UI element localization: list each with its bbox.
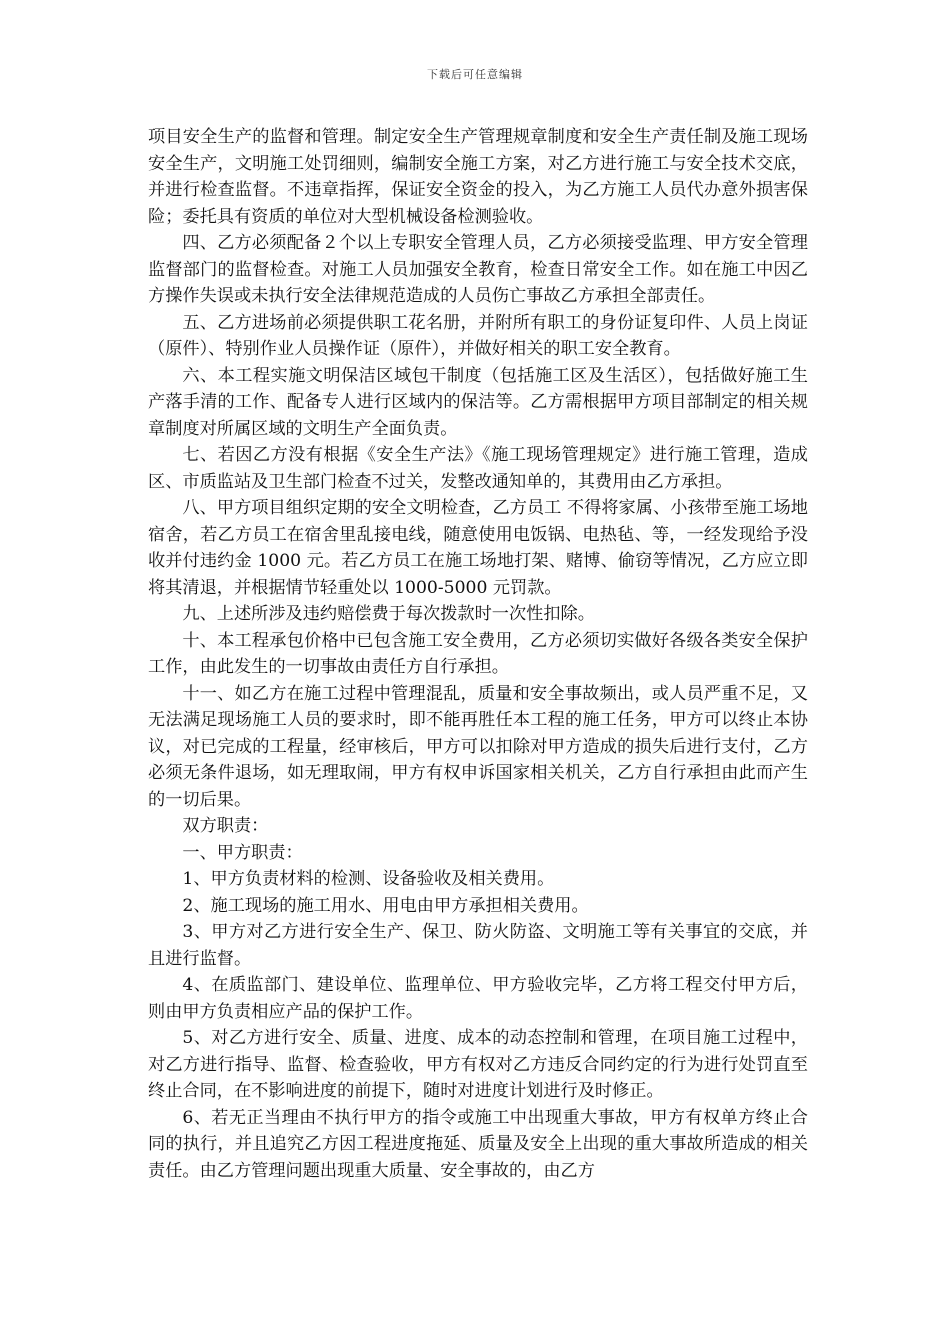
section-heading-party-a-duties: 一、甲方职责： [182,842,303,863]
paragraph-duty-4: 4、在质监部门、建设单位、监理单位、甲方验收完毕，乙方将工程交付甲方后，则由甲方负责相应产品的保护工作。 [148,975,808,1022]
paragraph-continuation: 项目安全生产的监督和管理。制定安全生产管理规章制度和安全生产责任制及施工现场安全生产，文明施工处罚细则，编制安全施工方案，对乙方进行施工与安全技术交底，并进行检查监督。不违章指挥，保证安全资金的投入，为乙方施工人员代办意外损害保险；委托具有资质的单位对大型机械设备检测验收。 [148,127,808,227]
paragraph-clause-4: 四、乙方必须配备２个以上专职安全管理人员，乙方必须接受监理、甲方安全管理监督部门的监督检查。对施工人员加强安全教育，检查日常安全工作。如在施工中因乙方操作失误或未执行安全法律规范造成的人员伤亡事故乙方承担全部责任。 [148,233,808,306]
paragraph-clause-10: 十、本工程承包价格中已包含施工安全费用，乙方必须切实做好各级各类安全保护工作，由此发生的一切事故由责任方自行承担。 [148,630,808,677]
paragraph-clause-5: 五、乙方进场前必须提供职工花名册，并附所有职工的身份证复印件、人员上岗证（原件）、特别作业人员操作证（原件），并做好相关的职工安全教育。 [148,312,808,359]
paragraph-duty-5: 5、对乙方进行安全、质量、进度、成本的动态控制和管理，在项目施工过程中，对乙方进行指导、监督、检查验收，甲方有权对乙方违反合同约定的行为进行处罚直至终止合同，在不影响进度的前提下，随时对进度计划进行及时修正。 [148,1028,808,1101]
paragraph-duty-3: 3、甲方对乙方进行安全生产、保卫、防火防盗、文明施工等有关事宜的交底，并且进行监督。 [148,922,808,969]
paragraph-clause-11: 十一、如乙方在施工过程中管理混乱，质量和安全事故频出，或人员严重不足，又无法满足现场施工人员的要求时，即不能再胜任本工程的施工任务，甲方可以终止本协议，对已完成的工程量，经审核后，甲方可以扣除对甲方造成的损失后进行支付，乙方必须无条件退场，如无理取闹，甲方有权申诉国家相关机关，乙方自行承担由此而产生的一切后果。 [148,683,808,810]
paragraph-duty-1: 1、甲方负责材料的检测、设备验收及相关费用。 [182,869,555,889]
paragraph-clause-8: 八、甲方项目组织定期的安全文明检查，乙方员工 不得将家属、小孩带至施工场地宿舍，若乙方员工在宿舍里乱接电线，随意使用电饭锅、电热毡、等，一经发现给予没收并付违约金 1000 元。若乙方员工在施工场地打架、赌博、偷窃等情况，乙方应立即将其清退，并根据情节轻重处以 1000-5000 元罚款。 [148,498,808,598]
page-header-note: 下载后可任意编辑 [427,68,523,81]
paragraph-clause-7: 七、若因乙方没有根据《安全生产法》《施工现场管理规定》进行施工管理，造成区、市质监站及卫生部门检查不过关，发整改通知单的，其费用由乙方承担。 [148,445,808,492]
paragraph-duty-2: 2、施工现场的施工用水、用电由甲方承担相关费用。 [182,895,589,916]
paragraph-clause-9: 九、上述所涉及违约赔偿费于每次拨款时一次性扣除。 [182,604,595,624]
section-heading-mutual-duties: 双方职责： [182,816,269,836]
document-body [148,124,808,1184]
paragraph-duty-6: 6、若无正当理由不执行甲方的指令或施工中出现重大事故，甲方有权单方终止合同的执行，并且追究乙方因工程进度拖延、质量及安全上出现的重大事故所造成的相关责任。由乙方管理问题出现重大质量、安全事故的，由乙方 [148,1107,808,1181]
paragraph-clause-6: 六、本工程实施文明保洁区域包干制度（包括施工区及生活区），包括做好施工生产落手清的工作、配备专人进行区域内的保洁等。乙方需根据甲方项目部制定的相关规章制度对所属区域的文明生产全面负责。 [148,365,808,439]
